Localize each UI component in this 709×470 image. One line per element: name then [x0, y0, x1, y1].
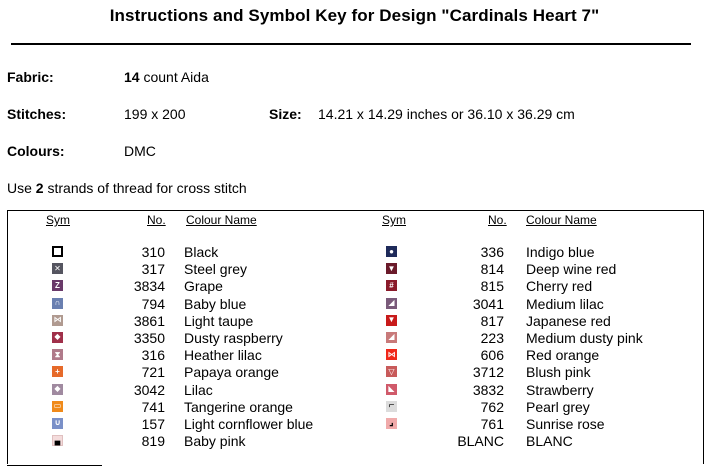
dmc-number: 3041: [472, 295, 504, 312]
header-name-left: Colour Name: [186, 213, 257, 227]
colour-name: Deep wine red: [526, 261, 617, 278]
colour-name: Heather lilac: [184, 347, 262, 364]
stitches-value: 199 x 200: [124, 106, 186, 122]
colour-name: Baby pink: [184, 433, 246, 450]
colour-name: Light taupe: [184, 312, 254, 329]
dmc-number: 3832: [472, 381, 504, 398]
strand-count: 2: [35, 180, 44, 196]
hourglass-icon: ⧗: [52, 349, 63, 360]
arch-icon: ∩: [52, 298, 63, 309]
colours-value: DMC: [124, 143, 156, 159]
header-sym-left: Sym: [46, 213, 70, 227]
blank-icon: [386, 435, 397, 446]
down-triangle-icon: ▼: [387, 315, 396, 325]
header-no-left: No.: [147, 213, 166, 227]
colour-name: Lilac: [184, 381, 213, 398]
dmc-number: 741: [141, 398, 165, 415]
colour-name: Black: [184, 244, 219, 260]
x-mark-icon: ✕: [52, 263, 63, 274]
corner-bracket-icon: ⌐: [386, 401, 397, 412]
dmc-number: 316: [141, 347, 165, 364]
colour-name: Steel grey: [184, 261, 248, 278]
fabric-value: [124, 69, 209, 85]
dmc-number: 606: [480, 347, 504, 364]
dmc-number: 336: [480, 244, 504, 260]
colour-name: Dusty raspberry: [184, 329, 283, 346]
corner-triangle-icon: ◢: [386, 332, 397, 343]
dmc-number: 815: [480, 278, 504, 295]
fabric-label: Fabric:: [7, 69, 54, 85]
colour-name: Tangerine orange: [184, 398, 293, 415]
dmc-number: 317: [141, 261, 165, 278]
dmc-number: BLANC: [457, 433, 504, 450]
dmc-number: 819: [141, 433, 165, 450]
bowtie-icon: ⋈: [387, 349, 396, 359]
colour-name: Medium lilac: [526, 295, 604, 312]
size-value: 14.21 x 14.29 inches or 36.10 x 36.29 cm: [318, 106, 575, 122]
corner-triangle-icon: ◣: [386, 384, 397, 395]
thread-note: [7, 180, 247, 196]
fabric-count: 14: [124, 69, 140, 85]
down-triangle-icon: ▼: [387, 263, 396, 273]
diamond-icon: ◆: [52, 332, 63, 343]
colour-name: Grape: [184, 278, 223, 295]
corner-bracket-icon: ⌟: [386, 418, 397, 429]
colour-name: Blush pink: [526, 364, 591, 381]
colour-name: BLANC: [526, 433, 573, 450]
outline-triangle-icon: ▽: [386, 366, 397, 377]
colour-name: Light cornflower blue: [184, 415, 314, 432]
small-diamond-icon: ◆: [52, 384, 63, 395]
colour-name: Sunrise rose: [526, 415, 605, 432]
size-label: Size:: [269, 106, 302, 122]
symbol-key-bottom-rule: [7, 465, 102, 466]
dmc-number: 310: [141, 244, 165, 260]
circle-icon: ●: [386, 246, 397, 257]
colour-name: Baby blue: [184, 295, 247, 312]
cup-icon: ∪: [52, 418, 63, 429]
dmc-number: 3712: [472, 364, 504, 381]
colour-name: Indigo blue: [526, 244, 595, 260]
dmc-number: 3861: [133, 312, 165, 329]
stitches-label: Stitches:: [7, 106, 67, 122]
colour-name: Japanese red: [526, 312, 611, 329]
dmc-number: 3350: [133, 329, 165, 346]
dmc-number: 721: [141, 364, 165, 381]
dmc-number: 223: [480, 329, 504, 346]
hash-icon: #: [386, 280, 397, 291]
half-block-icon: ▄: [52, 435, 63, 446]
colour-name: Red orange: [526, 347, 600, 364]
colour-name: Cherry red: [526, 278, 593, 295]
dmc-number: 817: [480, 312, 504, 329]
dmc-number: 3834: [133, 278, 165, 295]
bowtie-icon: ⋈: [53, 315, 62, 325]
colours-label: Colours:: [7, 143, 65, 159]
thread-note-post: strands of thread for cross stitch: [43, 180, 247, 196]
plus-icon: +: [52, 366, 63, 377]
title-rule: [11, 43, 691, 45]
corner-triangle-icon: ◢: [386, 298, 397, 309]
colour-name: Pearl grey: [526, 398, 590, 415]
header-name-right: Colour Name: [526, 213, 597, 227]
thread-note-pre: Use: [7, 180, 36, 196]
dmc-number: 3042: [133, 381, 165, 398]
dmc-number: 762: [480, 398, 504, 415]
header-no-right: No.: [488, 213, 507, 227]
dmc-number: 761: [480, 415, 504, 432]
colour-name: Strawberry: [526, 381, 594, 398]
header-sym-right: Sym: [382, 213, 406, 227]
colour-name: Papaya orange: [184, 364, 279, 381]
hollow-square-icon: [52, 246, 63, 257]
dmc-number: 157: [141, 415, 165, 432]
square-dash-icon: ▭: [53, 401, 62, 411]
page-title: Instructions and Symbol Key for Design "Cardinals Heart 7": [109, 6, 600, 25]
colour-name: Medium dusty pink: [526, 329, 643, 346]
fabric-type: count Aida: [139, 69, 209, 85]
dmc-number: 814: [480, 261, 504, 278]
dmc-number: 794: [141, 295, 165, 312]
z-letter-icon: Z: [52, 280, 63, 291]
